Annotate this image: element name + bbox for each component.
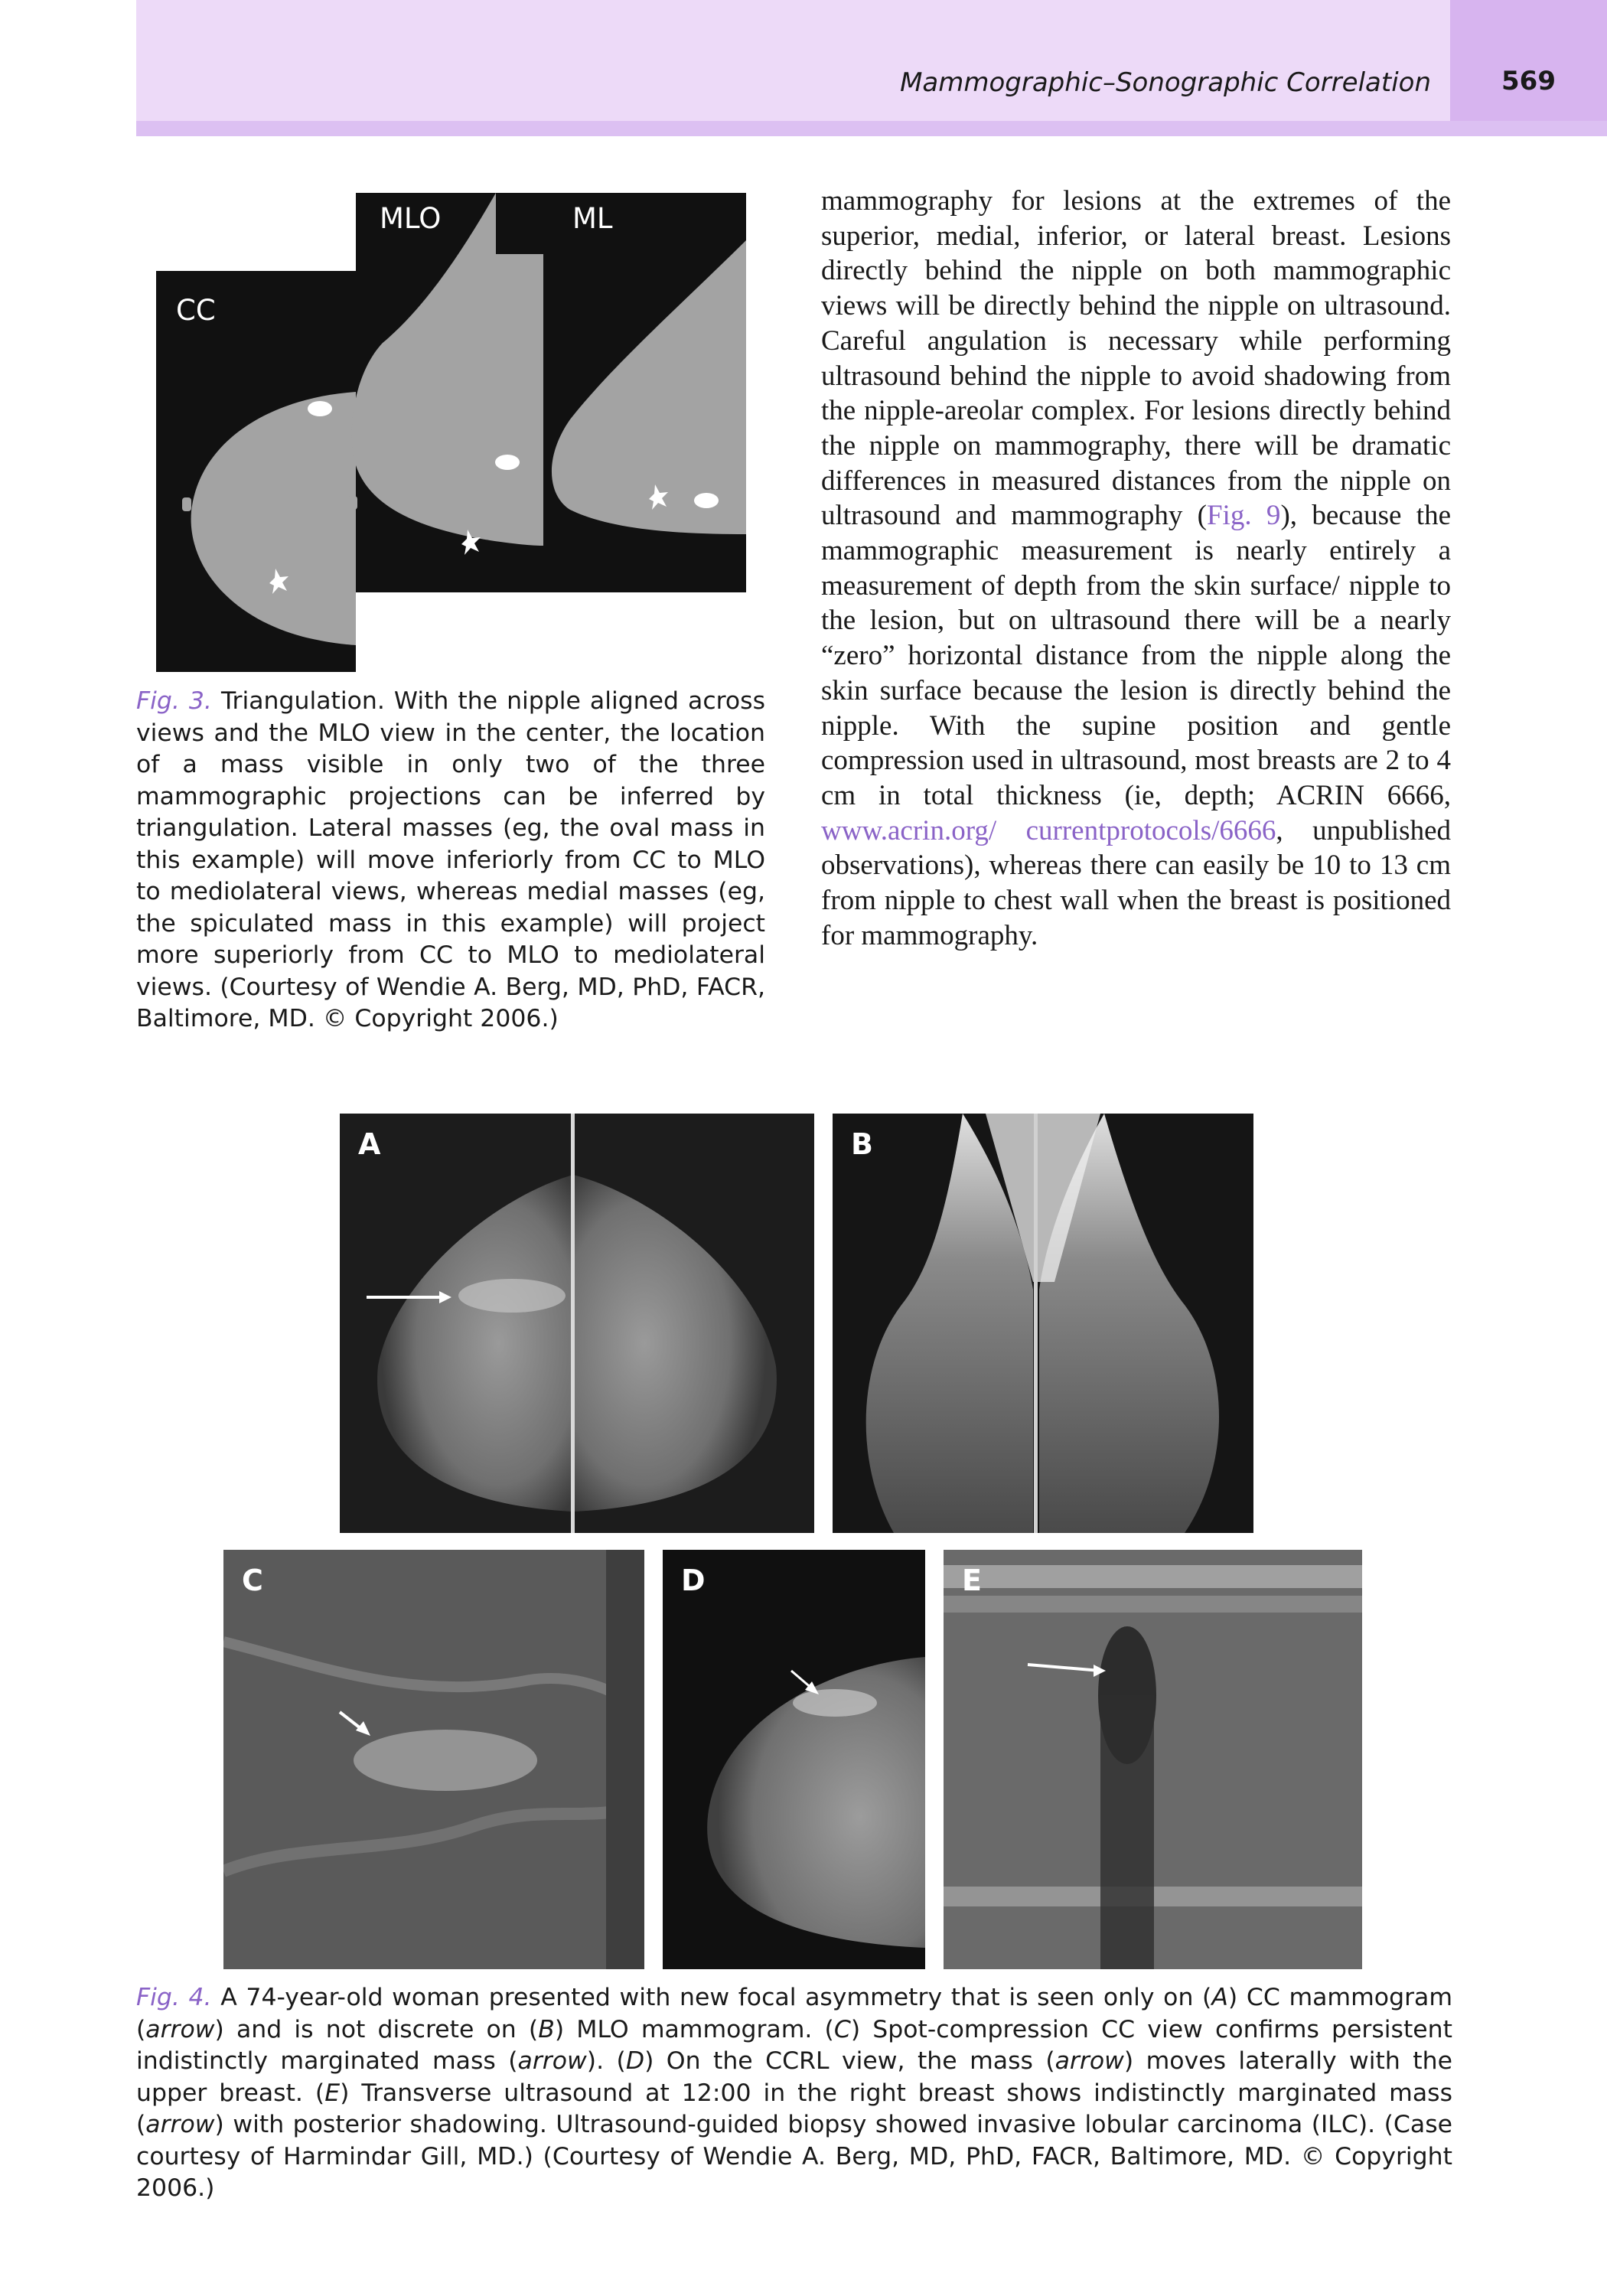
caption-italic: arrow: [1054, 2047, 1124, 2075]
panel-d-ccrl-view: [663, 1550, 925, 1969]
mlo-label: MLO: [380, 202, 442, 235]
caption-italic: arrow: [517, 2047, 587, 2075]
mlo-oval-mass: [495, 455, 520, 470]
caption-italic: A: [1211, 1984, 1228, 2011]
cc-nipple: [182, 497, 191, 511]
body-paragraph: [821, 184, 1451, 953]
body-text-part3: , unpublished observations), whereas there can easily be 10 to 13 cm from nipple to chest wall when the breast is positioned for mammography.: [821, 814, 1451, 951]
panel-c-letter: C: [242, 1564, 263, 1597]
panel-a-cc-mammogram: [340, 1114, 814, 1533]
caption-text: ) CC mammogram (: [136, 1984, 1453, 2043]
panel-b-letter: B: [851, 1127, 873, 1161]
body-text-part1: mammography for lesions at the extremes of the superior, medial, inferior, or lateral breast. Lesions directly behind the nipple on both mammographic views will be directly behind the nipple on ultrasound. Careful angulation is necessary while performing ultrasound behind the nipple to avoid shadowing from the nipple-areolar complex. For lesions directly behind the nipple on mammography, there will be dramatic differences in measured distances from the nipple on ultrasound and mammography (: [821, 185, 1451, 532]
panel-e-letter: E: [962, 1564, 982, 1597]
figure-4-caption: [136, 1982, 1452, 2205]
figure-3-caption-text: Triangulation. With the nipple aligned across views and the MLO view in the center, the location of a mass visible in only two of the three mammographic projections can be inferred by triangulation. Lateral masses (eg, the oval mass in this example) will move inferiorly from CC to MLO to mediolateral views, whereas medial masses (eg, the spiculated mass in this example) will project more superiorly from CC to MLO to mediolateral views. (Courtesy of Wendie A. Berg, MD, PhD, FACR, Baltimore, MD. © Copyright 2006.): [136, 687, 766, 1032]
caption-italic: E: [324, 2079, 341, 2107]
ml-oval-mass: [694, 493, 719, 508]
figure-9-reference[interactable]: Fig. 9: [1206, 500, 1281, 532]
triangulation-diagram: [153, 190, 746, 672]
header-rule: [136, 121, 1607, 136]
caption-text: ). (: [586, 2047, 626, 2075]
panel-e-ultrasound: [944, 1550, 1362, 1969]
panel-d-letter: D: [681, 1564, 706, 1597]
panel-a-letter: A: [358, 1127, 381, 1161]
caption-text: ) moves laterally with the upper breast. (: [136, 2047, 1452, 2107]
body-text-part2: ), because the mammographic measurement is nearly entirely a measurement of depth from the skin surface/ nipple to the lesion, but on ultrasound there will be a nearly “zero” horizontal distance from the nipple along the skin surface because the lesion is directly behind the nipple. With the supine position and gentle compression used in ultrasound, most breasts are 2 to 4 cm in total thickness (ie, depth; ACRIN 6666,: [821, 500, 1451, 811]
caption-text: ) MLO mammogram. (: [554, 2015, 834, 2043]
caption-text: ) with posterior shadowing. Ultrasound-guided biopsy showed invasive lobular carcinoma (ILC). (Case courtesy of Harmindar Gill, MD.) (Courtesy of Wendie A. Berg, MD, PhD, FACR, Baltimore, MD. © Copyright 2006.): [136, 2111, 1452, 2202]
figure-3-label: Fig. 3.: [136, 687, 212, 715]
mlo-nipple: [348, 496, 357, 510]
caption-text: ) and is not discrete on (: [214, 2015, 539, 2043]
caption-text: ) Spot-compression CC view confirms persistent indistinctly marginated mass (: [136, 2015, 1452, 2075]
running-title: Mammographic–Sonographic Correlation: [900, 67, 1431, 98]
panel-b-mlo-mammogram: [833, 1114, 1253, 1533]
ml-label: ML: [572, 202, 613, 235]
figure-4-label: Fig. 4.: [136, 1984, 212, 2011]
panel-c-spot-compression: [223, 1550, 644, 1969]
cc-oval-mass: [308, 401, 332, 416]
cc-label: CC: [176, 294, 216, 327]
figure-3-diagram: [153, 190, 746, 672]
figure-3-caption: [136, 686, 765, 1035]
acrin-link[interactable]: www.acrin.org/ currentprotocols/6666: [821, 814, 1276, 846]
caption-italic: C: [833, 2015, 851, 2043]
page-number: 569: [1501, 66, 1556, 96]
caption-italic: arrow: [145, 2111, 215, 2138]
caption-text: A 74-year-old woman presented with new focal asymmetry that is seen only on (: [220, 1984, 1212, 2011]
caption-text: ) Transverse ultrasound at 12:00 in the right breast shows indistinctly marginated mass (: [136, 2079, 1452, 2138]
caption-italic: B: [538, 2015, 555, 2043]
caption-italic: arrow: [145, 2015, 215, 2043]
caption-text: ) On the CCRL view, the mass (: [644, 2047, 1055, 2075]
caption-italic: D: [625, 2047, 645, 2075]
